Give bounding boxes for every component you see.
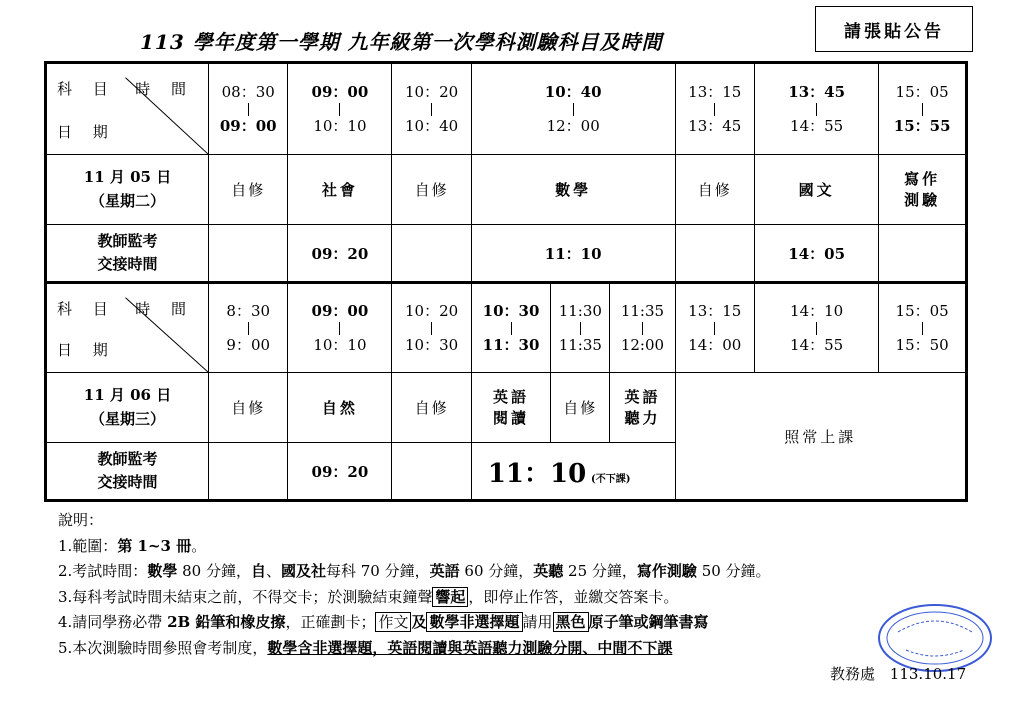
corner-date-label: 日 期 [57, 341, 116, 359]
day2-subject-row [46, 373, 967, 443]
page-title: 113 學年度第一學期 九年級第一次學科測驗科目及時間 [140, 30, 663, 54]
subject-chinese: 國文 [755, 155, 879, 225]
handover-time: 14：05 [755, 225, 879, 283]
handover-time: 11：10 [487, 458, 587, 489]
office-name: 教務處 [830, 665, 876, 683]
subject-writing: 寫作 測驗 [879, 155, 967, 225]
handover-label: 教師監考 交接時間 [46, 443, 209, 501]
time-slot: 15：05 15：50 [879, 283, 967, 373]
time-slot: 10：20 10：40 [392, 63, 471, 155]
day1-subject-row [46, 155, 967, 225]
time-slot: 10：30 11：30 [471, 283, 550, 373]
time-slot: 10：20 10：30 [392, 283, 471, 373]
handover-time: 09：20 [288, 443, 392, 501]
time-slot: 13：15 14：00 [675, 283, 754, 373]
self-study-cell: 自修 [392, 155, 471, 225]
schedule-table [44, 61, 968, 502]
day1-time-row [46, 63, 967, 155]
corner-time-label: 時 間 [135, 80, 194, 98]
notes-heading: 說明： [58, 511, 104, 529]
date-cell: 11 月 05 日 （星期二） [46, 155, 209, 225]
self-study-cell: 自修 [551, 373, 610, 443]
subject-english-reading: 英語 閱讀 [471, 373, 550, 443]
footer [830, 663, 966, 684]
no-break-note: (不下課) [590, 473, 631, 485]
note-line-1: 1.範圍：第 1~3 冊。 [58, 536, 207, 555]
time-slot: 10：40 12：00 [471, 63, 675, 155]
time-slot: 08：30 09：00 [209, 63, 288, 155]
subject-social: 社會 [288, 155, 392, 225]
self-study-cell: 自修 [675, 155, 754, 225]
corner-subject-label: 科 目 [57, 300, 116, 318]
day1-handover-row [46, 225, 967, 283]
time-slot: 14：10 14：55 [755, 283, 879, 373]
corner-header [46, 283, 209, 373]
time-slot: 15：05 15：55 [879, 63, 967, 155]
handover-time: 11：10 [471, 225, 675, 283]
handover-time-cell [471, 443, 675, 501]
normal-class-cell: 照常上課 [675, 373, 966, 501]
time-slot: 13：15 13：45 [675, 63, 754, 155]
date-cell: 11 月 06 日 （星期三） [46, 373, 209, 443]
time-slot: 8：30 9：00 [209, 283, 288, 373]
note-line-4: 4.請同學務必帶 2B 鉛筆和橡皮擦，正確劃卡； 作文 及 數學非選擇題 請用 黑色 原子筆或鋼筆書寫 [58, 613, 709, 631]
time-slot: 13：45 14：55 [755, 63, 879, 155]
time-slot: 09：00 10：10 [288, 63, 392, 155]
note-line-5: 5.本次測驗時間參照會考制度，數學含非選擇題，英語閱讀與英語聽力測驗分開、中間不下課 [58, 638, 673, 657]
corner-header [46, 63, 209, 155]
corner-time-label: 時 間 [135, 300, 194, 318]
note-line-3: 3.每科考試時間未結束之前，不得交卡；於測驗結束鐘聲 響起 ，即停止作答，並繳交答案卡。 [58, 587, 679, 606]
issue-date: 113.10.17 [889, 665, 967, 683]
subject-english-listening: 英語 聽力 [610, 373, 675, 443]
day2-time-row [46, 283, 967, 373]
time-slot: 11:35 12:00 [610, 283, 675, 373]
corner-subject-label: 科 目 [57, 80, 116, 98]
corner-date-label: 日 期 [57, 123, 116, 141]
subject-math: 數學 [471, 155, 675, 225]
handover-label: 教師監考 交接時間 [46, 225, 209, 283]
time-slot: 11:30 11:35 [551, 283, 610, 373]
self-study-cell: 自修 [392, 373, 471, 443]
self-study-cell: 自修 [209, 155, 288, 225]
post-notice-box: 請張貼公告 [815, 6, 973, 52]
note-line-2: 2.考試時間：數學 80 分鐘，自、國及社每科 70 分鐘，英語 60 分鐘，英聽 25 分鐘，寫作測驗 50 分鐘。 [58, 562, 771, 580]
subject-science: 自然 [288, 373, 392, 443]
notes-section [58, 508, 771, 661]
self-study-cell: 自修 [209, 373, 288, 443]
handover-time: 09：20 [288, 225, 392, 283]
time-slot: 09：00 10：10 [288, 283, 392, 373]
